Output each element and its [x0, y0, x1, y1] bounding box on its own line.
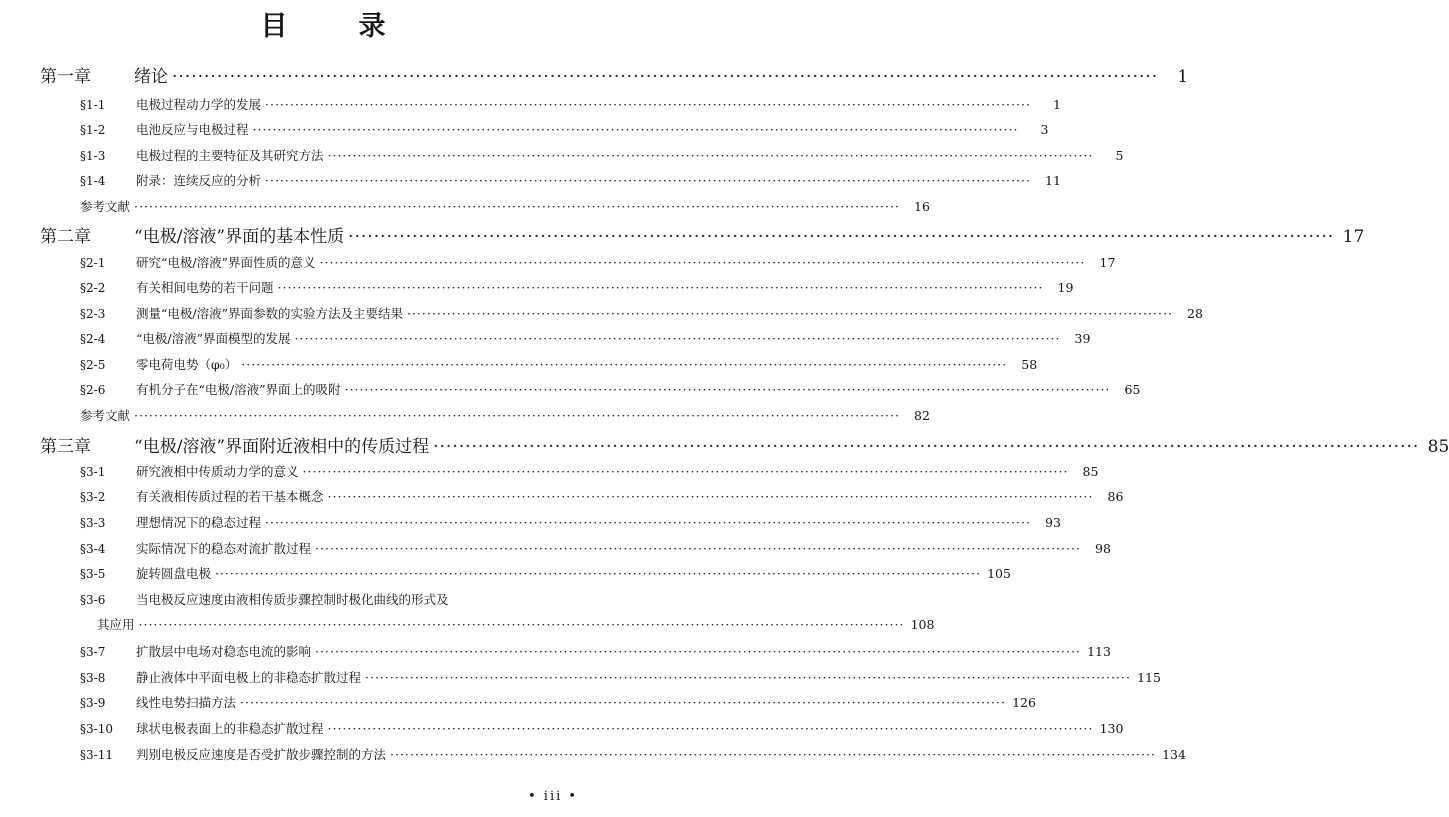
- entry-page-number: 115: [1137, 670, 1161, 685]
- entry-page-number: 86: [1107, 489, 1124, 504]
- entry-title: “电极/溶液”界面的基本性质: [134, 227, 345, 247]
- entry-page-number: 134: [1162, 747, 1186, 762]
- section-number: §3-6: [80, 593, 106, 607]
- dot-leader: ··························································································································································: [344, 382, 1111, 397]
- section-number: §2-6: [80, 383, 106, 397]
- dot-leader: ··························································································································································: [277, 280, 1044, 295]
- toc-section-row: [80, 95, 1061, 117]
- page-number: • iii •: [528, 789, 579, 804]
- toc-section-row: [97, 615, 935, 637]
- dot-leader: ··························································································································································: [134, 199, 900, 214]
- section-number: §3-5: [80, 567, 106, 581]
- toc-section-row: [80, 253, 1116, 275]
- dot-leader: ··························································································································································: [252, 122, 1019, 137]
- dot-leader: ··························································································································································: [134, 408, 900, 423]
- entry-title: 绪论: [134, 67, 168, 87]
- toc-section-row: [80, 487, 1124, 509]
- dot-leader: ··························································································································································: [302, 464, 1069, 479]
- section-number: §3-11: [80, 748, 113, 762]
- entry-page-number: 39: [1074, 331, 1091, 346]
- toc-references-row: [80, 197, 930, 219]
- entry-title: 参考文献: [80, 199, 131, 214]
- entry-page-number: 85: [1427, 437, 1449, 457]
- toc-section-row: [80, 462, 1099, 484]
- toc-chapter-row: [40, 222, 1365, 247]
- toc-section-row: [80, 278, 1074, 300]
- entry-title: 零电荷电势（φ₀）: [136, 357, 238, 372]
- entry-page-number: 98: [1095, 541, 1111, 556]
- entry-title: “电极/溶液”界面附近液相中的传质过程: [134, 437, 430, 457]
- dot-leader: ··························································································································································: [215, 566, 981, 581]
- dot-leader: ··························································································································································: [327, 148, 1094, 163]
- section-number: §3-3: [80, 516, 106, 530]
- entry-title: 附录：连续反应的分析: [136, 173, 262, 188]
- toc-section-row: [80, 539, 1111, 561]
- entry-page-number: 17: [1099, 255, 1116, 270]
- section-number: §2-3: [80, 307, 106, 321]
- entry-title: 线性电势扫描方法: [136, 695, 237, 710]
- toc-section-row: [80, 329, 1091, 351]
- entry-page-number: 19: [1057, 280, 1074, 295]
- dot-leader: ··························································································································································: [315, 644, 1081, 659]
- dot-leader: ··························································································································································: [433, 437, 1420, 457]
- toc-chapter-row: [40, 62, 1189, 87]
- toc-section-row: [80, 171, 1061, 193]
- entry-page-number: 65: [1124, 382, 1141, 397]
- entry-title: 测量“电极/溶液”界面参数的实验方法及主要结果: [136, 306, 403, 321]
- entry-title: 理想情况下的稳态过程: [136, 515, 262, 530]
- entry-title: “电极/溶液”界面模型的发展: [136, 331, 291, 346]
- toc-section-row: [80, 380, 1141, 402]
- section-number: §2-5: [80, 358, 106, 372]
- section-number: §1-3: [80, 149, 106, 163]
- entry-page-number: 126: [1012, 695, 1036, 710]
- entry-title: 判别电极反应速度是否受扩散步骤控制的方法: [136, 747, 387, 762]
- title-char-2: 录: [358, 11, 387, 42]
- entry-title: 研究“电极/溶液”界面性质的意义: [136, 255, 316, 270]
- entry-page-number: 16: [914, 199, 930, 214]
- dot-leader: ··························································································································································: [319, 255, 1086, 270]
- section-number: §1-2: [80, 123, 106, 137]
- entry-page-number: 58: [1021, 357, 1038, 372]
- toc-section-row: [80, 304, 1203, 326]
- section-number: §3-2: [80, 490, 106, 504]
- entry-page-number: 93: [1045, 515, 1061, 530]
- toc-section-row: [80, 719, 1124, 741]
- entry-title: 球状电极表面上的非稳态扩散过程: [136, 721, 324, 736]
- entry-title: 有机分子在“电极/溶液”界面上的吸附: [136, 382, 341, 397]
- entry-page-number: 1: [1177, 67, 1189, 87]
- toc-section-row: [80, 564, 1011, 586]
- toc-chapter-row: [40, 432, 1449, 457]
- toc-references-row: [80, 406, 930, 428]
- entry-title: 旋转圆盘电极: [136, 566, 212, 581]
- section-number: §1-1: [80, 98, 106, 112]
- entry-title: 有关液相传质过程的若干基本概念: [136, 489, 324, 504]
- dot-leader: ··························································································································································: [327, 721, 1094, 736]
- dot-leader: ··························································································································································: [327, 489, 1094, 504]
- dot-leader: ··························································································································································: [407, 306, 1173, 321]
- section-number: §1-4: [80, 174, 106, 188]
- toc-section-row: [80, 355, 1038, 377]
- entry-page-number: 113: [1087, 644, 1111, 659]
- section-number: §3-4: [80, 542, 106, 556]
- dot-leader: ··························································································································································: [390, 747, 1156, 762]
- section-number: §3-1: [80, 465, 106, 479]
- entry-page-number: 11: [1045, 173, 1061, 188]
- toc-section-row: [80, 668, 1161, 690]
- entry-title: 静止液体中平面电极上的非稳态扩散过程: [136, 670, 362, 685]
- entry-page-number: 3: [1040, 122, 1049, 137]
- page-title: [0, 4, 647, 43]
- chapter-number: 第二章: [40, 227, 91, 247]
- section-number: §2-2: [80, 281, 106, 295]
- toc-section-row: [80, 693, 1036, 715]
- entry-title: 实际情况下的稳态对流扩散过程: [136, 541, 312, 556]
- entry-title: 当电极反应速度由液相传质步骤控制时极化曲线的形式及: [136, 592, 449, 607]
- dot-leader: ··························································································································································: [265, 515, 1031, 530]
- dot-leader: ··························································································································································: [265, 173, 1031, 188]
- toc-section-row: [80, 513, 1061, 535]
- entry-page-number: 105: [987, 566, 1011, 581]
- section-number: §3-8: [80, 671, 106, 685]
- entry-page-number: 108: [910, 617, 935, 632]
- entry-title: 研究液相中传质动力学的意义: [136, 464, 299, 479]
- entry-page-number: 5: [1115, 148, 1124, 163]
- section-number: §2-1: [80, 256, 106, 270]
- entry-title: 有关相间电势的若干问题: [136, 280, 274, 295]
- dot-leader: ··························································································································································: [172, 67, 1159, 87]
- toc-section-row: [80, 590, 596, 612]
- section-number: §3-9: [80, 696, 106, 710]
- entry-page-number: 85: [1082, 464, 1099, 479]
- title-char-1: 目: [260, 11, 289, 42]
- toc-section-row: [80, 120, 1049, 142]
- dot-leader: ··························································································································································: [265, 97, 1031, 112]
- toc-section-row: [80, 745, 1186, 767]
- entry-page-number: 1: [1052, 97, 1061, 112]
- section-number: §3-7: [80, 645, 106, 659]
- entry-title: 其应用: [97, 617, 135, 632]
- toc-section-row: [80, 146, 1124, 168]
- entry-page-number: 28: [1187, 306, 1203, 321]
- entry-title: 电极过程动力学的发展: [136, 97, 262, 112]
- dot-leader: ··························································································································································: [348, 227, 1335, 247]
- section-number: §2-4: [80, 332, 106, 346]
- dot-leader: ··························································································································································: [241, 357, 1008, 372]
- dot-leader: ··························································································································································: [240, 695, 1006, 710]
- dot-leader: ··························································································································································: [365, 670, 1131, 685]
- entry-title: 扩散层中电场对稳态电流的影响: [136, 644, 312, 659]
- dot-leader: ··························································································································································: [315, 541, 1081, 556]
- entry-page-number: 17: [1342, 227, 1365, 247]
- chapter-number: 第一章: [40, 67, 91, 87]
- entry-title: 电池反应与电极过程: [136, 122, 249, 137]
- dot-leader: ··························································································································································: [294, 331, 1061, 346]
- chapter-number: 第三章: [40, 437, 91, 457]
- entry-title: 参考文献: [80, 408, 131, 423]
- entry-page-number: 130: [1099, 721, 1124, 736]
- entry-title: 电极过程的主要特征及其研究方法: [136, 148, 324, 163]
- entry-page-number: 82: [914, 408, 930, 423]
- toc-section-row: [80, 642, 1111, 664]
- dot-leader: ··························································································································································: [138, 617, 905, 632]
- section-number: §3-10: [80, 722, 113, 736]
